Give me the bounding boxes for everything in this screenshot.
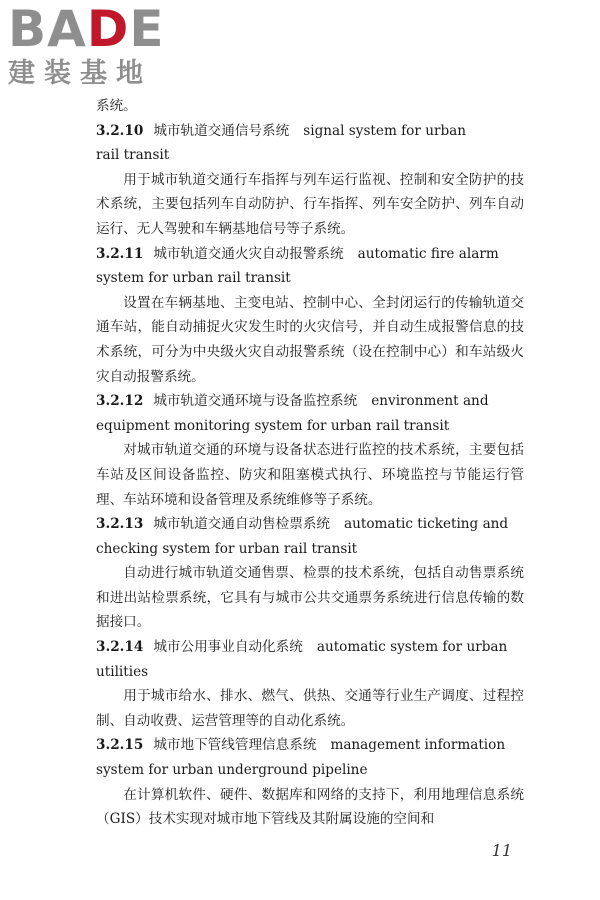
entry-number: 3.2.11: [96, 245, 144, 262]
entry-3-2-14: [96, 635, 524, 733]
entry-definition: 自动进行城市轨道交通售票、检票的技术系统，包括自动售票系统和进出站检票系统，它具有与城市公共交通票务系统进行信息传输的数据接口。: [96, 565, 524, 631]
entry-number: 3.2.12: [96, 393, 144, 410]
entry-heading: [96, 512, 524, 561]
entry-definition: 对城市轨道交通的环境与设备状态进行监控的技术系统，主要包括车站及区间设备监控、防灾和阻塞模式执行、环境监控与节能运行管理、车站环境和设备管理及系统维修等子系统。: [96, 442, 524, 508]
entry-3-2-11: [96, 242, 524, 390]
entry-definition: 用于城市给水、排水、燃气、供热、交通等行业生产调度、过程控制、自动收费、运营管理等的自动化系统。: [96, 688, 524, 729]
page-number: 11: [491, 841, 512, 860]
entry-definition: 设置在车辆基地、主变电站、控制中心、全封闭运行的传输轨道交通车站，能自动捕捉火灾发生时的火灾信号，并自动生成报警信息的技术系统，可分为中央级火灾自动报警系统（设在控制中心）和车站级火灾自动报警系统。: [96, 294, 524, 385]
entry-number: 3.2.14: [96, 639, 144, 656]
term-en: environment and: [371, 393, 489, 410]
entry-3-2-13: [96, 512, 524, 635]
entry-definition: 在计算机软件、硬件、数据库和网络的支持下，利用地理信息系统（GIS）技术实现对城市地下管线及其附属设施的空间和: [96, 786, 524, 828]
document-body: [96, 94, 524, 832]
entry-number: 3.2.15: [96, 737, 144, 754]
entry-heading: [96, 242, 524, 291]
entry-3-2-15: [96, 733, 524, 831]
entry-3-2-10: [96, 119, 524, 242]
term-cn: 城市轨道交通自动售检票系统: [153, 516, 331, 533]
entry-number: 3.2.10: [96, 122, 144, 139]
logo-subtitle: 建装基地: [8, 58, 152, 89]
term-en-cont: system for urban underground pipeline: [96, 762, 368, 779]
term-cn: 城市轨道交通火灾自动报警系统: [153, 245, 344, 262]
term-cn: 城市轨道交通信号系统: [153, 122, 290, 139]
term-cn: 城市轨道交通环境与设备监控系统: [153, 393, 358, 410]
entry-heading: [96, 389, 524, 438]
logo-wordmark: BADE: [8, 0, 165, 58]
term-en-cont: checking system for urban rail transit: [96, 540, 358, 557]
entry-heading: [96, 635, 524, 684]
term-en: management information: [330, 737, 506, 754]
bade-logo: [8, 0, 178, 90]
term-en: automatic system for urban: [316, 639, 508, 656]
entry-heading: [96, 733, 524, 782]
continued-text: 系统。: [96, 98, 137, 114]
term-en-cont: rail transit: [96, 147, 170, 164]
term-en-cont: equipment monitoring system for urban rail transit: [96, 417, 450, 434]
entry-3-2-12: [96, 389, 524, 512]
term-cn: 城市地下管线管理信息系统: [153, 737, 317, 754]
entry-heading: [96, 119, 524, 168]
term-en-cont: system for urban rail transit: [96, 270, 291, 287]
entry-number: 3.2.13: [96, 516, 144, 533]
term-en: automatic ticketing and: [344, 516, 509, 533]
entry-definition: 用于城市轨道交通行车指挥与列车运行监视、控制和安全防护的技术系统，主要包括列车自动防护、行车指挥、列车安全防护、列车自动运行、无人驾驶和车辆基地信号等子系统。: [96, 171, 524, 237]
term-cn: 城市公用事业自动化系统: [153, 639, 303, 656]
term-en: signal system for urban: [303, 122, 467, 139]
term-en-cont: utilities: [96, 663, 149, 680]
term-en: automatic fire alarm: [357, 245, 499, 262]
